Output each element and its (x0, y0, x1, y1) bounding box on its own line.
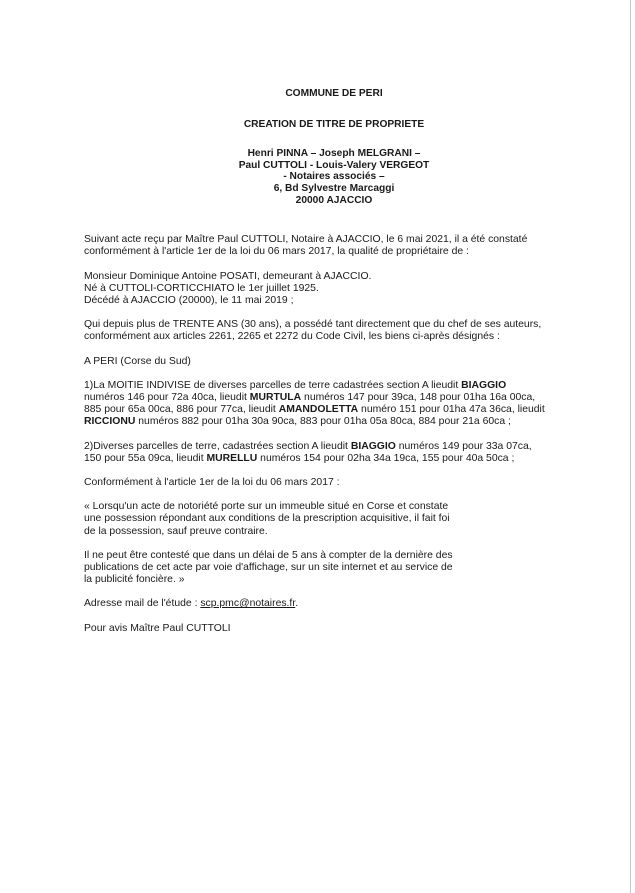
intro-line1: Suivant acte reçu par Maître Paul CUTTOLI, Notaire à AJACCIO, le 6 mai 2021, il a été constaté (84, 234, 528, 246)
lieudit-riccionu: RICCIONU (84, 416, 136, 428)
closing-signature: Pour avis Maître Paul CUTTOLI (84, 622, 231, 634)
possession-line2: conformément aux articles 2261, 2265 et 2272 du Code Civil, les biens ci-après désignés : (84, 331, 500, 343)
quote-paragraph-1 (84, 501, 584, 538)
notaries-names-line2: Paul CUTTOLI - Louis-Valery VERGEOT (238, 159, 430, 171)
notaries-names-line1: Henri PINNA – Joseph MELGRANI – (247, 148, 421, 160)
parcel-1-paragraph (84, 380, 584, 429)
mail-link[interactable]: scp.pmc@notaires.fr (200, 598, 296, 610)
commune-title: COMMUNE DE PERI (285, 88, 383, 99)
intro-paragraph (84, 234, 584, 258)
quote2-line2: publications de cet acte par voie d'affichage, sur un site internet et au service de (84, 562, 453, 574)
quote2-line1: Il ne peut être contesté que dans un délai de 5 ans à compter de la dernière des (84, 549, 453, 561)
intro-line2: conformément à l'article 1er de la loi du 06 mars 2017, la qualité de propriétaire de : (84, 246, 469, 258)
parcel-2-text: numéros 154 pour 02ha 34a 19ca, 155 pour 40a 50ca ; (257, 452, 515, 464)
parcel-2-text: numéros 149 pour 33a 07ca, (395, 440, 532, 452)
person-line2: Né à CUTTOLI-CORTICCHIATO le 1er juillet 1925. (84, 282, 319, 294)
notice-subtitle: CREATION DE TITRE DE PROPRIETE (243, 118, 425, 130)
quote1-line3: de la possession, sauf preuve contraire. (84, 525, 268, 537)
mail-paragraph (84, 598, 584, 610)
notaries-role: - Notaires associés – (283, 171, 385, 183)
office-city: 20000 AJACCIO (295, 194, 373, 206)
possession-line1: Qui depuis plus de TRENTE ANS (30 ans), a possédé tant directement que du chef de ses auteurs, (84, 319, 542, 331)
parcel-1-text: numéros 146 pour 72a 40ca, lieudit (84, 391, 250, 403)
quote1-line1: « Lorsqu'un acte de notoriété porte sur un immeuble situé en Corse et constate (84, 501, 449, 513)
lieudit-murtula: MURTULA (249, 391, 302, 403)
parcel-1-text: numéros 882 pour 01ha 30a 90ca, 883 pour 01ha 05a 80ca, 884 pour 21a 60ca ; (135, 416, 511, 428)
possession-paragraph (84, 319, 584, 343)
location-paragraph: A PERI (Corse du Sud) (84, 355, 191, 367)
conformement-paragraph: Conformément à l'article 1er de la loi du 06 mars 2017 : (84, 477, 340, 488)
parcel-1-text: numéros 147 pour 39ca, 148 pour 01ha 16a 00ca, (301, 391, 536, 403)
office-street: 6, Bd Sylvestre Marcaggi (273, 182, 395, 194)
parcel-1-text: numéro 151 pour 01ha 47a 36ca, lieudit (358, 404, 545, 416)
lieudit-biaggio: BIAGGIO (461, 379, 507, 391)
parcel-2-paragraph (84, 441, 584, 465)
person-line1: Monsieur Dominique Antoine POSATI, demeurant à AJACCIO. (84, 270, 372, 282)
parcel-2-text: 2)Diverses parcelles de terre, cadastrées section A lieudit (84, 440, 351, 452)
lieudit-murellu: MURELLU (206, 452, 258, 464)
notice-header (84, 88, 584, 206)
person-line3: Décédé à AJACCIO (20000), le 11 mai 2019 ; (84, 294, 294, 306)
lieudit-biaggio: BIAGGIO (350, 440, 396, 452)
mail-suffix: . (295, 598, 299, 610)
parcel-1-text: 1)La MOITIE INDIVISE de diverses parcelles de terre cadastrées section A lieudit (84, 379, 462, 391)
scan-edge-line (630, 0, 631, 893)
quote1-line2: une possession répondant aux conditions de la prescription acquisitive, il fait foi (84, 513, 450, 525)
lieudit-amandoletta: AMANDOLETTA (278, 404, 359, 416)
person-paragraph (84, 271, 584, 308)
quote2-line3: la publicité foncière. » (84, 574, 185, 586)
quote-paragraph-2 (84, 550, 584, 587)
parcel-1-text: 885 pour 65a 00ca, 886 pour 77ca, lieudit (84, 404, 279, 416)
legal-notice (84, 88, 584, 647)
mail-label: Adresse mail de l'étude : (84, 598, 201, 610)
parcel-2-text: 150 pour 55a 09ca, lieudit (84, 452, 207, 464)
